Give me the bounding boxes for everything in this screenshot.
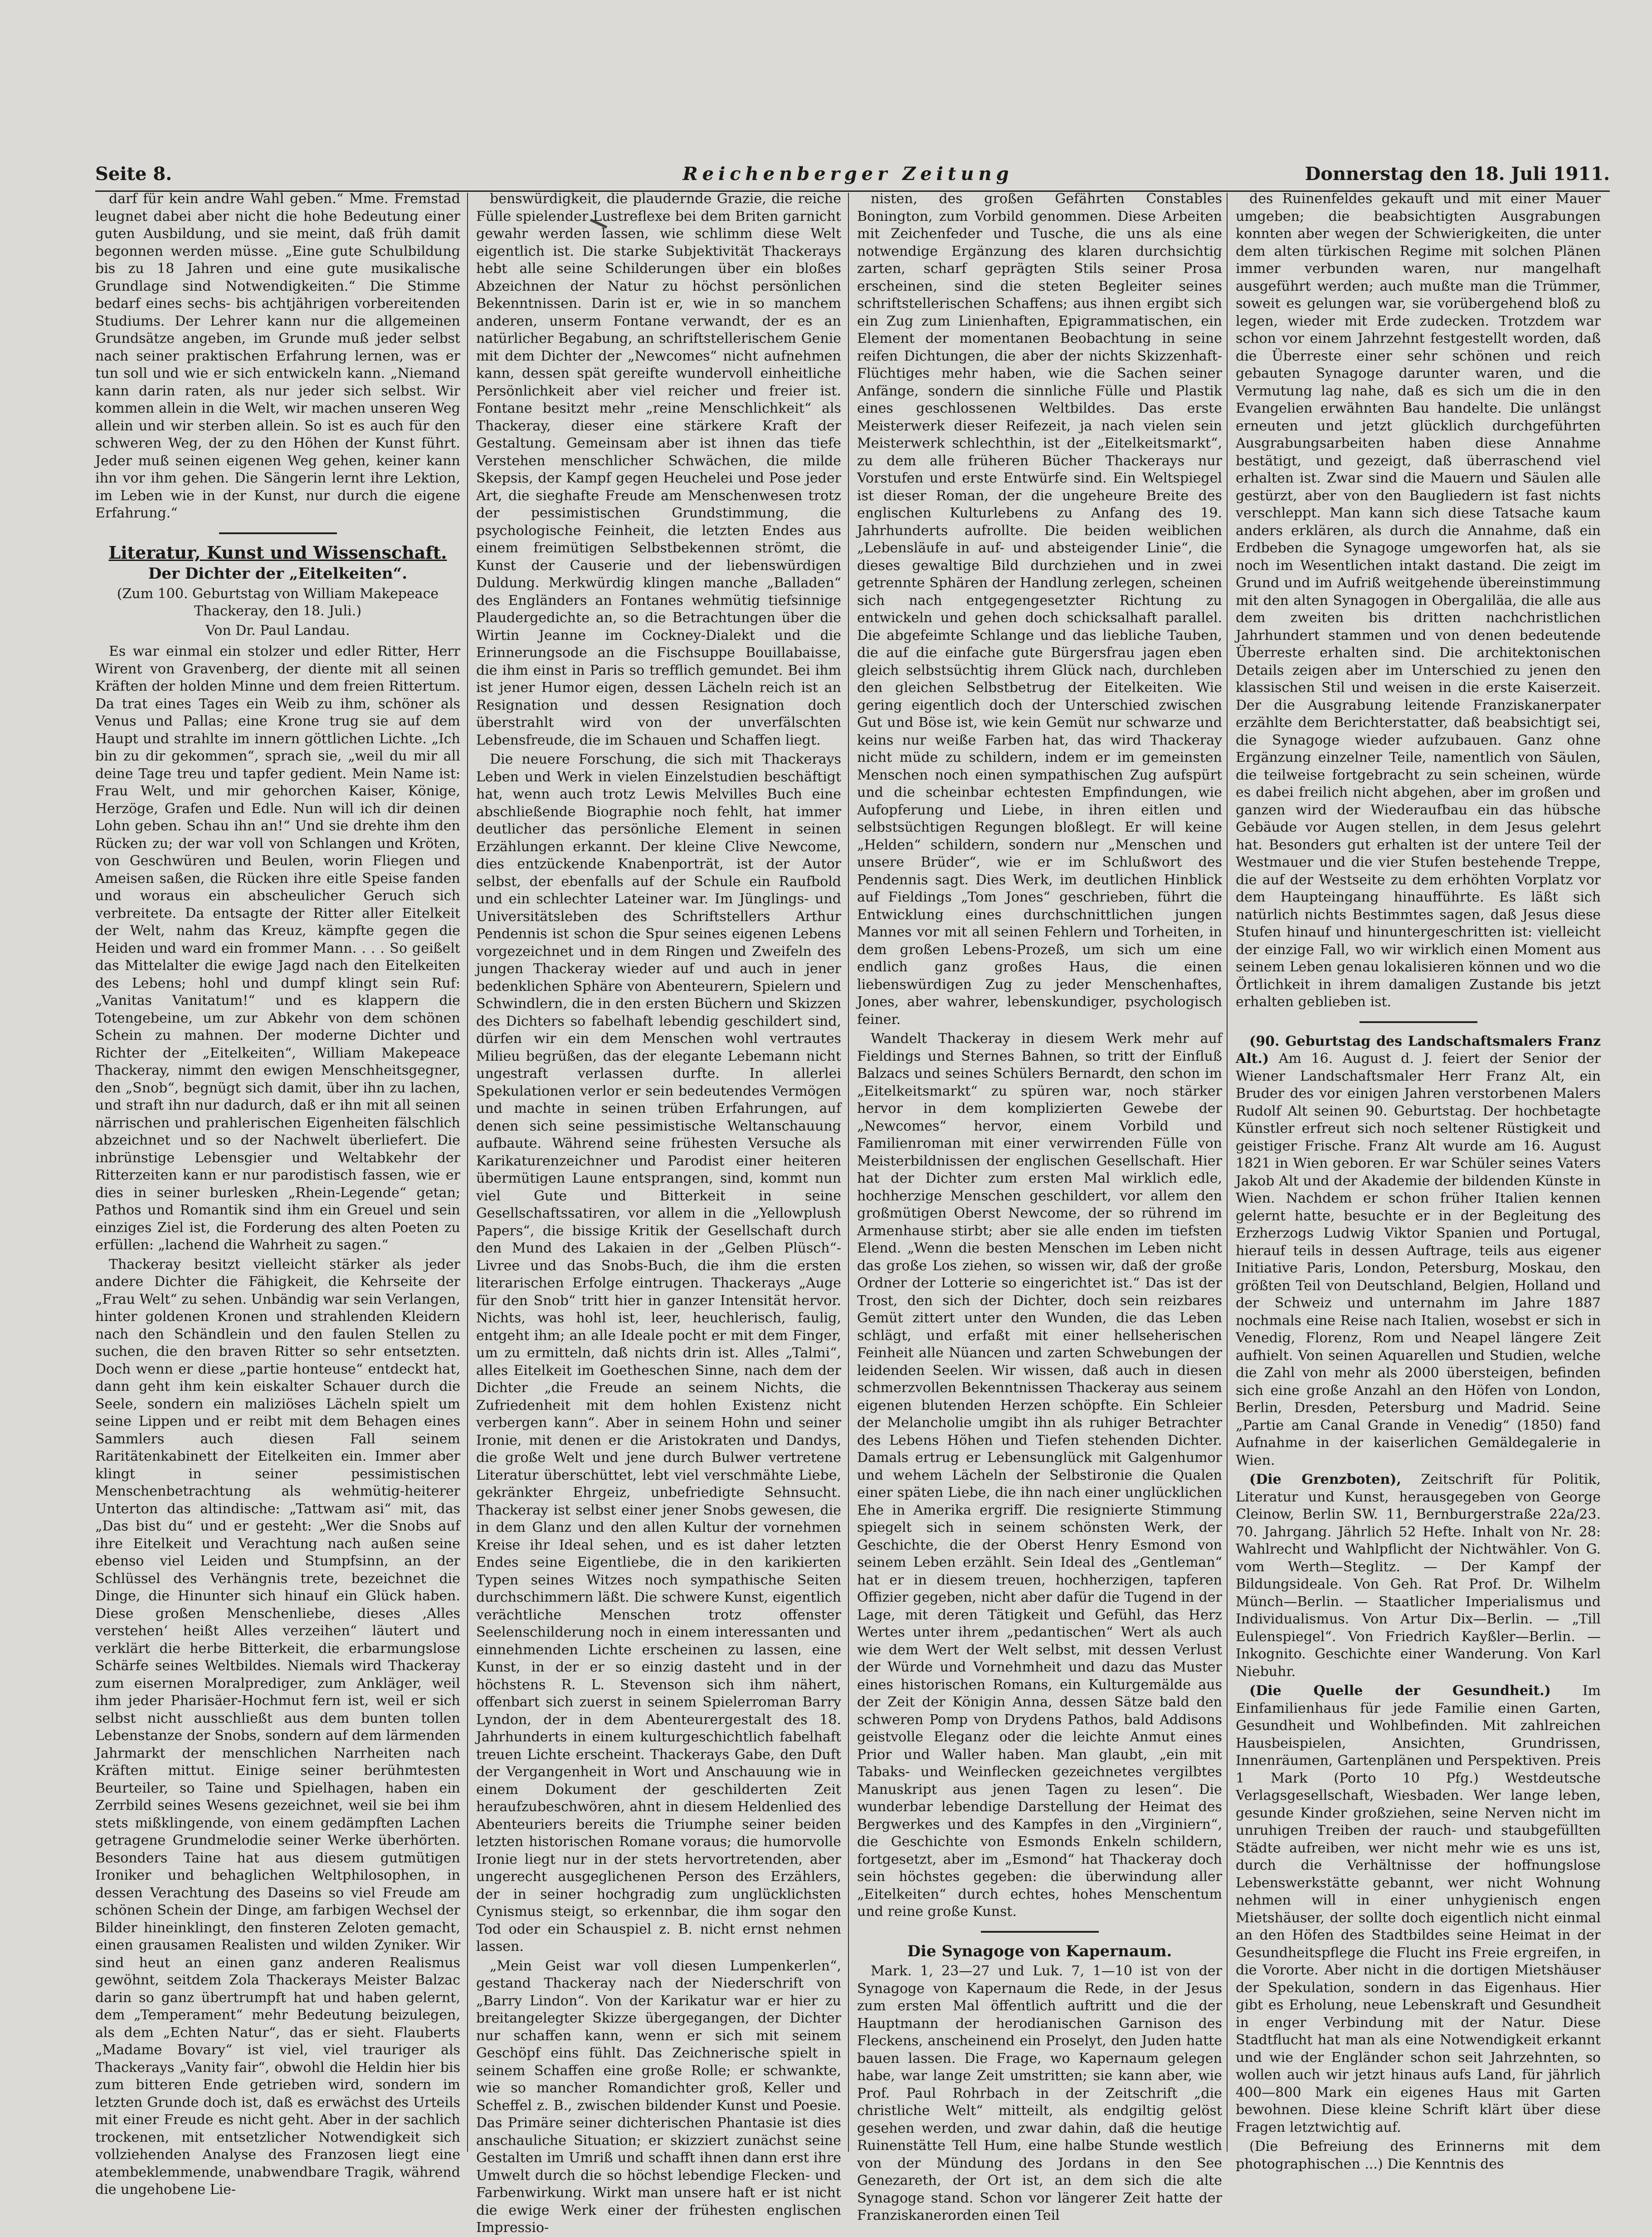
article-byline: Von Dr. Paul Landau. — [205, 622, 350, 638]
column-3 — [857, 190, 1222, 2223]
article-text: Es war einmal ein stolzer und edler Ritter, Herr Wirent von Gravenberg, der diente mit all seinen Kräften der holden Minne und dem freien Rittertum. Da trat eines Tages ein Weib zu ihm, schöner als Venus und Pallas; eine Krone trug sie auf dem Haupt und strahlte im innern göttlichen Lichte. „Ich bin zu dir gekommen“, sprach sie, „weil du mir all deine Tage treu und tapfer gedient. Mein Name ist: Frau Welt, und mir gehorchen Kaiser, Könige, Herzöge, Grafen und Edle. Nun will ich dir deinen Lohn geben. Schau ihn an!“ Und sie drehte ihm den Rücken zu; der war voll von Schlangen und Kröten, von Geschwüren und Beulen, worin Fliegen und Ameisen saßen, die Rücken ihre eitle Speise fanden und woraus ein abscheulicher Geruch sich verbreitete. Da entsagte der Ritter aller Eitelkeit der Welt, nahm das Kreuz, kämpfte gegen die Heiden und ward ein frommer Mann. . . . So geißelt das Mittelalter die ewige Jagd nach den Eitelkeiten des Lebens; hohl und dumpf klingt sein Ruf: „Vanitas Vanitatum!“ und es klappern die Totengebeine, um zur Abkehr von dem schönen Schein zu mahnen. Der moderne Dichter und Richter der „Eitelkeiten“, William Makepeace Thackeray, nimmt den ewigen Menschheitsgegner, den „Snob“, begnügt sich damit, über ihn zu lachen, und straft ihn nur dadurch, daß er ihn mit all seinen närrischen und prahlerischen Eigenheiten fälschlich abzeichnet und so der Nachwelt überliefert. Die inbrünstige Lebensgier und Weltabkehr der Ritterzeiten kann er nur parodistisch fassen, wie er dies in seiner burlesken „Rhein-Legende“ getan; Pathos und Romantik sind ihm ein Greuel und sein einziges Ziel ist, die Forderung des alten Poeten zu erfüllen: „lachend die Wahrheit zu sagen.“ — [95, 643, 460, 1253]
article-text: nisten, des großen Gefährten Constables Bonington, zum Vorbild genommen. Diese Arbeiten mit Zeichenfeder und Tusche, die uns als eine notwendige Ergänzung des klaren durchsichtig zarten, scharf geprägten Stils seiner Prosa erscheinen, sind die steten Begleiter seines schriftstellerischen Schaffens; aus ihnen ergibt sich ein Zug zum Linienhaften, Epigrammatischen, ein Element der momentanen Beobachtung in seine reifen Dichtungen, die aber der nichts Skizzenhaft-Flüchtiges mehr haben, wie die Sachen seiner Anfänge, sondern die sinnliche Fülle und Plastik eines geschlossenen Weltbildes. Das erste Meisterwerk dieser Reifezeit, ja nach vielen sein Meisterwerk schlechthin, ist der „Eitelkeitsmarkt“, zu dem alle früheren Bücher Thackerays nur Vorstufen und erste Entwürfe sind. Ein Weltspiegel ist dieser Roman, der die ungeheure Breite des englischen Kulturlebens zu Anfang des 19. Jahrhunderts aufrollte. Die beiden weiblichen „Lebensläufe in auf- und absteigender Linie“, die dieses gewaltige Bild durchziehen und in zwei getrennte Sphären der Handlung zerlegen, scheinen sich nach entgegengesetzter Richtung zu entwickeln und gehen doch schicksalhaft parallel. Die abgefeimte Schlange und das liebliche Tauben, die auf die einfache gute Bürgersfrau jagen eben gleich selbstsüchtig ihrem Glück nach, durchleben den gleichen Selbstbetrug der Eitelkeiten. Wie gering eigentlich doch der Unterschied zwischen Gut und Böse ist, wie kein Gemüt nur schwarze und keins nur weiße Farben hat, das wird Thackeray nicht müde zu schildern, indem er im gemeinsten Menschen noch einen sympathischen Zug aufspürt und die scheinbar echtesten Empfindungen, wie Aufopferung und Liebe, in ihren eitlen und selbstsüchtigen Regungen bloßlegt. Er will keine „Helden“ schildern, sondern nur „Menschen und unsere Brüder“, wie er im Schlußwort des Pendennis sagt. Dies Werk, im deutlichen Hinblick auf Fieldings „Tom Jones“ geschrieben, führt die Entwicklung eines durchschnittlichen jungen Mannes vor mit all seinen Fehlern und Torheiten, in dem großen Lebens-Prozeß, um sich um eine endlich ganz großes Haus, die einen liebenswürdigen Zug zu jeder Menschenhaftes, Jones, aber wahrer, lebenskundiger, psychologisch feiner. — [857, 191, 1222, 1028]
article-text: Wandelt Thackeray in diesem Werk mehr auf Fieldings und Sternes Bahnen, so tritt der Einfluß Balzacs und seines Schülers Bernardt, den schon im „Eitelkeitsmarkt“ zu spüren war, noch stärker hervor in dem komplizierten Gewebe der „Newcomes“ hervor, einem Vorbild und Familienroman mit einer verwirrenden Fülle von Meisterbildnissen der englischen Gesellschaft. Hier hat der Dichter zum ersten Mal wirklich edle, hochherzige Menschen geschildert, vor allem den großmütigen Oberst Newcome, der so rührend im Armenhause stirbt; aber sie alle enden im tiefsten Elend. „Wenn die besten Menschen im Leben nicht das große Los ziehen, so wissen wir, daß der große Ordner der Lotterie so eingerichtet ist.“ Das ist der Trost, den sich der Dichter, doch sein reizbares Gemüt zittert unter den Wunden, die das Leben schlägt, und erfaßt mit einer hellseherischen Feinheit alle Nüancen und zarten Schwebungen der leidenden Seelen. Wir wissen, daß auch in diesen schmerzvollen Bekenntnissen Thackeray aus seinem eigenen blutenden Herzen schöpfte. Ein Schleier der Melancholie umgibt ihn als ruhiger Betrachter des Lebens Höhen und Tiefen stehenden Dichter. Damals ertrug er Lebensunglück mit Galgenhumor und wehem Lächeln der Selbstironie die Qualen einer späten Liebe, die ihn nach einer unglücklichen Ehe in Amerika ergriff. Die resignierte Stimmung spiegelt sich in seinem schönsten Werk, der Geschichte, die der Oberst Henry Esmond von seinem Leben erzählt. Sein Ideal des „Gentleman“ hat er in diesem treuen, hochherzigen, tapferen Offizier gegeben, nicht aber dafür die Tugend in der Lage, mit deren Tätigkeit und Gefühl, das Herz Wertes unter ihrem „pedantischen“ Wert als auch wie dem Wert der Welt selbst, mit dessen Verlust der Würde und Vornehmheit und dazu das Muster eines historischen Romans, ein Kulturgemälde aus der Zeit der Königin Anna, dessen Sätze bald den schweren Pomp von Drydens Pathos, bald Addisons geistvolle Eleganz oder die leichte Anmut eines Prior und Waller haben. Man glaubt, „ein mit Tabaks- und Weinflecken gezeichnetes vergilbtes Manuskript aus jenen Tagen zu lesen“. Die wunderbar lebendige Darstellung der Heimat des Bergwerkes und des Kampfes in den „Virginiern“, die Geschichte von Esmonds Enkeln schildern, fortgesetzt, aber im „Esmond“ hat Thackeray doch sein höchstes gegeben: die überwindung aller „Eitelkeiten“ durch echtes, hohes Menschentum und reine große Kunst. — [857, 1031, 1222, 1920]
note-text: Im Einfamilienhaus für jede Familie einen Garten, Gesundheit und Wohlbefinden. Mit zahlreichen Hausbeispielen, Ansichten, Grundrissen, Innenräumen, Gartenplänen und Perspektiven. Preis 1 Mark (Porto 10 Pfg.) Westdeutsche Verlagsgesellschaft, Wiesbaden. Wer lange leben, gesunde Kinder großziehen, seine Nerven nicht im unruhigen Treiben der rauch- und staubgefüllten Städte aufreiben, wer nicht mehr wie es uns ist, durch die Verhältnisse der hoffnungslose Lebenswerkstätte gebannt, wer nicht Wohnung nehmen will in einer unhygienisch engen Mietshäuser, der sollte doch eigentlich nicht einmal an den Höfen des Stadtbildes seine Heimat in der Gesundheitspflege die Flucht ins Freie ergreifen, in die Vororte. Aber nicht in die dortigen Mietshäuser der Spekulation, sondern in das Eigenhaus. Hier gibt es Erholung, neue Lebenskraft und Gesundheit in enger Verbindung mit der Natur. Diese Stadtflucht hat man als eine Notwendigkeit erkannt und wie der Engländer schon seit Jahrzehnten, so wollen auch wir jetzt hinaus aufs Land, für jährlich 400—800 Mark ein eigenes Haus mit Garten bewohnen. Diese kleine Schrift klärt über diese Fragen letztwichtig auf. — [1236, 1683, 1601, 2135]
masthead — [95, 163, 1610, 192]
article-text: benswürdigkeit, die plaudernde Grazie, die reiche Fülle spielender Lustreflexe bei dem Briten garnicht gewahr werden lassen, wie schlimm diese Welt eigentlich ist. Die starke Subjektivität Thackerays hebt alle seine Schilderungen über ein bloßes Abzeichnen der Natur zu höchst persönlichen Bekenntnissen. Darin ist er, wie in so manchem anderen, unserm Fontane verwandt, der es an natürlicher Begabung, an schriftstellerischem Genie mit dem Dichter der „Newcomes“ nicht aufnehmen kann, dessen spät gereifte wundervoll einheitliche Persönlichkeit aber viel reicher und freier ist. Fontane besitzt mehr „reine Menschlichkeit“ als Thackeray, dieser eine stärkere Kraft der Gestaltung. Gemeinsam aber ist ihnen das tiefe Verstehen menschlicher Schwächen, die milde Skepsis, der Kampf gegen Heuchelei und Pose jeder Art, die sieghafte Freude am Menschenwesen trotz der pessimistischen Grundstimmung, die psychologische Feinheit, die letzten Endes aus einem freimütigen Selbstbekennen strömt, die Kunst der Causerie und der liebenswürdigen Duldung. Merkwürdig klingen manche „Balladen“ des Engländers an Fontanes wehmütig tiefsinnige Plaudergedichte an, so die Betrachtungen über die Wirtin Jeanne im Cockney-Dialekt und die Erinnerungsode an die Fischsuppe Bouillabaisse, die ihm einst in Paris so trefflich gemundet. Bei ihm ist jener Humor eigen, dessen Lächeln reich ist an Resignation und dessen Resignation doch überstrahlt wird von der unverfälschten Lebensfreude, die im Schauen und Schaffen liegt. — [476, 191, 841, 748]
column-4 — [1236, 190, 1601, 2172]
column-rule — [848, 193, 849, 2152]
article-text: darf für kein andre Wahl geben.“ Mme. Fremstad leugnet dabei aber nicht die hohe Bedeutung einer guten Ausbildung, und sie meint, daß früh damit begonnen werden müsse. „Eine gute Schulbildung bis zu 18 Jahren und eine gute musikalische Grundlage sind Notwendigkeiten.“ Die Stimme bedarf eines sechs- bis achtjährigen vorbereitenden Studiums. Der Lehrer kann nur die allgemeinen Grundsätze angeben, im Grunde muß jeder selbst nach seiner praktischen Erfahrung lernen, was er tun soll und wie er sich entwickeln kann. „Niemand kann darin raten, als nur jeder sich selbst. Wir kommen allein in die Welt, wir machen unseren Weg allein und wir sterben allein. So ist es auch für den schweren Weg, der zu den Höhen der Kunst führt. Jeder muß seinen eigenen Weg gehen, keiner kann ihn vor ihm gehen. Die Sängerin lernt ihre Lektion, im Leben wie in der Kunst, nur durch die eigene Erfahrung.“ — [95, 191, 460, 521]
note-text: Am 16. August d. J. feiert der Senior der Wiener Landschaftsmaler Herr Franz Alt, ein Bruder des vor einigen Jahren verstorbenen Malers Rudolf Alt seinen 90. Geburtstag. Der hochbetagte Künstler erfreut sich noch seltener Rüstigkeit und geistiger Frische. Franz Alt wurde am 16. August 1821 in Wien geboren. Er war Schüler seines Vaters Jakob Alt und der Akademie der bildenden Künste in Wien. Nachdem er schon früher Italien kennen gelernt hatte, besuchte er in der Begleitung des Erzherzogs Ludwig Viktor Spanien und Portugal, hierauf teils in dessen Auftrage, teils aus eigener Initiative Paris, London, Petersburg, Moskau, den größten Teil von Deutschland, Belgien, Holland und der Schweiz und unternahm im Jahre 1887 nochmals eine Reise nach Italien, wosebst er sich in Venedig, Florenz, Rom und Neapel längere Zeit aufhielt. Von seinen Aquarellen und Studien, welche die Zahl von mehr als 2000 übersteigen, befinden sich eine große Anzahl an den Höfen von London, Berlin, Dresden, Petersburg und Madrid. Seine „Partie am Canal Grande in Venedig“ (1850) fand Aufnahme in der kaiserlichen Gemäldegalerie in Wien. — [1236, 1051, 1601, 1468]
article-title: Die Synagoge von Kapernaum. — [907, 1942, 1172, 1960]
article-subtitle: (Zum 100. Geburtstag von William Makepeace Thackeray, den 18. Juli.) — [117, 585, 439, 619]
article-title: Der Dichter der „Eitelkeiten“. — [148, 565, 408, 583]
section-divider — [1360, 1021, 1477, 1023]
note-text: (Die Befreiung des Erinnerns mit dem photographischen ...) Die Kenntnis des — [1236, 2139, 1601, 2172]
note-heading: (Die Grenzboten), — [1249, 1472, 1401, 1487]
article-text: Thackeray besitzt vielleicht stärker als jeder andere Dichter die Fähigkeit, die Kehrseite der „Frau Welt“ zu sehen. Unbändig war sein Verlangen, hinter goldenen Kronen und strahlenden Kleidern nach den Schändlein und den faulen Stellen zu suchen, die den braven Ritter so sehr entsetzten. Doch wenn er diese „partie honteuse“ entdeckt hat, dann geht ihm kein eiskalter Schauer durch die Seele, sondern ein maliziöses Lächeln spielt um seine Lippen und er reibt mit dem Behagen eines Sammlers auch diesen Fall seinem Raritätenkabinett der Eitelkeiten ein. Immer aber klingt in seiner pessimistischen Menschenbetrachtung als wehmütig-heiterer Unterton das altindische: „Tattwam asi“ mit, das „Das bist du“ und er gesteht: „Wer die Snobs auf ihre Eitelkeit und Verachtung nach außen seine ebenso viel Leiden und Stumpfsinn, an der Schlüssel des Verhängnis trete, bezeichnet die Dinge, die Hinunter sich hinauf ein Glück haben. Diese großen Menschenliebe, dieses ‚Alles verstehen‘ heißt Alles verzeihen“ läutert und verklärt die herbe Bitterkeit, die erbarmungslose Schärfe seines Weltbildes. Niemals wird Thackeray zum eisernen Moralprediger, zum Ankläger, weil ihm jeder Pharisäer-Hochmut fern ist, weil er sich selbst nicht ausschließt aus dem bunten tollen Lebenstanze der Snobs, sondern auf dem lärmenden Jahrmarkt der menschlichen Narrheiten nach Kräften mittut. Einige seiner berühmtesten Beurteiler, so Taine und Spielhagen, haben ein Zerrbild seines Wesens gezeichnet, weil sie bei ihm stets mißklingende, von einem gedämpften Lachen getragene Grundmelodie seiner Werke überhörten. Besonders Taine hat aus diesem gutmütigen Ironiker und behaglichen Weltphilosophen, in dessen Verachtung des Daseins so viel Freude am schönen Schein der Dinge, am farbigen Wechsel der Bilder hineinklingt, den finsteren Zeloten gemacht, einen grausamen Realisten und wilden Zyniker. Wir sind heut an einen ganz anderen Realismus gewöhnt, seitdem Zola Thackerays Meister Balzac darin so ganz übertrumpft hat und haben gelernt, dem „Temperament“ mehr Bedeutung beizulegen, als dem „Echten Natur“, das er sieht. Flauberts „Madame Bovary“ ist viel, viel trauriger als Thackerays „Vanity fair“, obwohl die Heldin hier bis zum bitteren Ende getrieben wird, sondern im letzten Grunde doch ist, daß es erwächst des Urteils mit einer Freude es nicht geht. Aber in der sachlich trockenen, mit entsetzlicher Notwendigkeit sich vollziehenden Analyse des Franzosen liegt eine atembeklemmende, unabwendbare Tragik, während die ungehobene Lie- — [95, 1256, 460, 2198]
article-text: Die neuere Forschung, die sich mit Thackerays Leben und Werk in vielen Einzelstudien beschäftigt hat, wenn auch trotz Lewis Melvilles Buch eine abschließende Biographie noch fehlt, hat immer deutlicher das persönliche Element in seinen Erzählungen erkannt. Der kleine Clive Newcome, dies entzückende Knabenporträt, ist der Autor selbst, der ebenfalls auf der Schule ein Raufbold und ein schlechter Lateiner war. Im Jünglings- und Universitätsleben des Schriftstellers Arthur Pendennis ist schon die Spur seines eigenen Lebens vorgezeichnet und in dem Ringen und Zweifeln des jungen Thackeray wieder auf und auch in jener bedenklichen Sphäre von Abenteurern, Spielern und Schwindlern, die in den ersten Büchern und Skizzen des Dichters so fabelhaft lebendig geschildert sind, dürfen wir ein dem Menschen wohl vertrautes Milieu begrüßen, das der elegante Lebemann nicht ungestraft verlassen durfte. In allerlei Spekulationen verlor er sein bedeutendes Vermögen und machte in seinen trüben Erfahrungen, auf denen sich seine pessimistische Weltanschauung aufbaute. Während seine frühesten Versuche als Karikaturenzeichner und Parodist einer heiteren übermütigen Laune entsprangen, sind, kommt nun viel Gute und Bitterkeit in seine Gesellschaftssatiren, vor allem in die „Yellowplush Papers“, die bissige Kritik der Gesellschaft durch den Mund des Lakaien in der „Gelben Plüsch“-Livree und das Snobs-Buch, die ihm die ersten literarischen Erfolge eintrugen. Thackerays „Auge für den Snob“ tritt hier in ganzer Intensität hervor. Nichts, was hohl ist, leer, heuchlerisch, faulig, entgeht ihm; an alle Ideale pocht er mit dem Finger, um zu ermitteln, daß nichts drin ist. Alles „Talmi“, alles Eitelkeit im Goetheschen Sinne, nach dem der Dichter „die Freude an seinem Nichts, die Zufriedenheit mit dem hohlen Existenz nicht verbergen kann“. Aber in seinem Hohn und seiner Ironie, mit denen er die Aristokraten und Dandys, die große Welt und jene durch Bulwer vertretene Literatur überschüttet, lebt viel verschmähte Liebe, gekränkter Ehrgeiz, unbefriedigte Sehnsucht. Thackeray ist selbst einer jener Snobs gewesen, die in dem Glanz und den allen Kultur der vornehmen Kreise ihr Ideal sehen, und es ist daher letzten Endes seine Eigentliebe, die in den karikierten Typen seines Witzes noch sympathische Seiten durchschimmern läßt. Die schwere Kunst, eigentlich verächtliche Menschen trotz offenster Seelenschilderung noch in einem interessanten und einnehmenden Lichte erscheinen zu lassen, eine Kunst, in der er so einzig dasteht und in der höchstens R. L. Stevenson sich ihm nähert, offenbart sich zuerst in seinem Spielerroman Barry Lyndon, der in dem Abenteurergestalt des 18. Jahrhunderts in einem kulturgeschichtlich fabelhaft treuen Lichte erscheint. Thackerays Gabe, den Duft der Vergangenheit in Wort und Anschauung wie in einem Dokument der geschilderten Zeit heraufzubeschwören, ahnt in diesem Heldenlied des Abenteuriers bereits die Triumphe seiner beiden letzten historischen Romane voraus; die humorvolle Ironie liegt nur in der stets hervortretenden, aber ungerecht ausgeglichenen Person des Erzählers, der in seiner hochgradig zum unglücklichsten Cynismus steigt, so erkennbar, die ihm sogar den Tod oder ein Schauspiel z. B. nicht ernst nehmen lassen. — [476, 751, 841, 1954]
note-text: Zeitschrift für Politik, Literatur und Kunst, herausgegeben von George Cleinow, Berlin SW. 11, Bernburgerstraße 22a/23. 70. Jahrgang. Jährlich 52 Hefte. Inhalt von Nr. 28: Wahlrecht und Wahlpflicht der Nichtwähler. Von G. vom Werth—Steglitz. — Der Kampf der Bildungsideale. Von Geh. Rat Prof. Dr. Wilhelm Münch—Berlin. — Staatlicher Imperialismus und Individualismus. Von Artur Dix—Berlin. — „Till Eulenspiegel“. Von Friedrich Kayßler—Berlin. — Inkognito. Geschichte einer Wanderung. Von Karl Niebuhr. — [1236, 1472, 1601, 1680]
page-number: Seite 8. — [95, 163, 172, 185]
column-2 — [476, 190, 841, 2236]
section-heading: Literatur, Kunst und Wissenschaft. — [108, 542, 447, 563]
newspaper-title: Reichenberger Zeitung — [682, 163, 1014, 185]
article-text: „Mein Geist war voll diesen Lumpenkerlen“, gestand Thackeray nach der Niederschrift von „Barry Lindon“. Von der Karikatur war er hier zu breitangelegter Skizze übergegangen, der Dichter nur schaffen kann, wenn er sich mit seinem Geschöpf eins fühlt. Das Zeichnerische spielt in seinem Schaffen eine große Rolle; er schwankte, wie so mancher Romandichter groß, Keller und Scheffel z. B., zwischen bildender Kunst und Poesie. Das Primäre seiner dichterischen Phantasie ist dies anschauliche Situation; er skizziert zunächst seine Gestalten im Umriß und schafft ihnen dann erst ihre Umwelt durch die so höchst lebendige Flecken- und Farbenwirkung. Wirkt man unsere haft er ist nicht die ewige Werk einer der frühesten englischen Impressio- — [476, 1958, 841, 2236]
issue-date: Donnerstag den 18. Juli 1911. — [1305, 163, 1610, 185]
section-divider — [219, 532, 337, 534]
article-text: des Ruinenfeldes gekauft und mit einer Mauer umgeben; die beabsichtigten Ausgrabungen konnten aber wegen der Schwierigkeiten, die unter dem alten türkischen Regime mit solchen Plänen immer verbunden waren, nur mangelhaft ausgeführt werden; auch mußte man die Trümmer, soweit es gelungen war, sie vorübergehend bloß zu legen, wieder mit Erde zudecken. Trotzdem war schon vor einem Jahrzehnt festgestellt worden, daß die Überreste einer sehr schönen und reich gebauten Synagoge darunter waren, und die Vermutung lag nahe, daß es sich um die in den Evangelien erwähnten Bau handelte. Die unlängst erneuten und jetzt glücklich durchgeführten Ausgrabungsarbeiten haben diese Annahme bestätigt, und gezeigt, daß überraschend viel erhalten ist. Zwar sind die Mauern und Säulen alle gestürzt, aber von den Baugliedern ist fast nichts verschleppt. Man kann sich diese Tatsache kaum anders erklären, als durch die Annahme, daß ein Erdbeben die Synagoge umgeworfen hat, als sie noch im Wesentlichen intakt dastand. Die zeigt im Grund und im Aufriß weitgehende übereinstimmung mit den alten Synagogen in Obergaliläa, die alle aus dem zweiten bis dritten nachchristlichen Jahrhundert stammen und von denen bedeutende Überreste erhalten sind. Die architektonischen Details zeigen aber im Unterschied zu jenen den klassischen Stil und weisen in die erste Kaiserzeit. Der die Ausgrabung leitende Franziskanerpater erzählte dem Berichterstatter, daß beabsichtigt sei, die Synagoge wieder aufzubauen. Ganz ohne Ergänzung einzelner Teile, namentlich von Säulen, die teilweise fortgebracht zu sein scheinen, würde es dabei freilich nicht abgehen, aber im großen und ganzen wird der Wiederaufbau ein das hübsche Gebäude vor Augen stellen, in dem Jesus gelehrt hat. Besonders gut erhalten ist der untere Teil der Westmauer und die vier Stufen bestehende Treppe, die auf der Westseite zu dem erhöhten Vorplatz vor dem Haupteingang hinaufführte. Es läßt sich natürlich nichts Bestimmtes sagen, daß Jesus diese Stufen hinauf und hinuntergeschritten ist: vielleicht der einzige Fall, wo wir wirklich einen Moment aus seinem Leben genau lokalisieren können und wo die Örtlichkeit in ihrem damaligen Zustande bis jetzt erhalten geblieben ist. — [1236, 191, 1601, 1010]
column-rule — [467, 193, 468, 2152]
note-heading: (90. Geburtstag des Landschaftsmalers Franz Alt.) — [1236, 1033, 1601, 1067]
column-rule — [1227, 193, 1228, 2152]
note-heading: (Die Quelle der Gesundheit.) — [1249, 1683, 1551, 1699]
column-1 — [95, 190, 460, 2198]
article-text: Mark. 1, 23—27 und Luk. 7, 1—10 ist von der Synagoge von Kapernaum die Rede, in der Jesus zum ersten Mal öffentlich auftritt und die der Hauptmann der herodianischen Garnison des Fleckens, anscheinend ein Proselyt, den Juden hatte bauen lassen. Die Frage, wo Kapernaum gelegen habe, war lange Zeit umstritten; sie kann aber, wie Prof. Paul Rohrbach in der Zeitschrift „die christliche Welt“ mitteilt, als endgiltig gelöst gesehen werden, und zwar dahin, daß die heutige Ruinenstätte Tell Hum, eine halbe Stunde westlich von der Mündung des Jordans in den See Genezareth, der Ort ist, an dem sich die alte Synagoge stand. Schon vor längerer Zeit hatte der Franziskanerorden einen Teil — [857, 1963, 1222, 2223]
newspaper-page — [68, 136, 1619, 2236]
section-divider — [981, 1931, 1099, 1933]
